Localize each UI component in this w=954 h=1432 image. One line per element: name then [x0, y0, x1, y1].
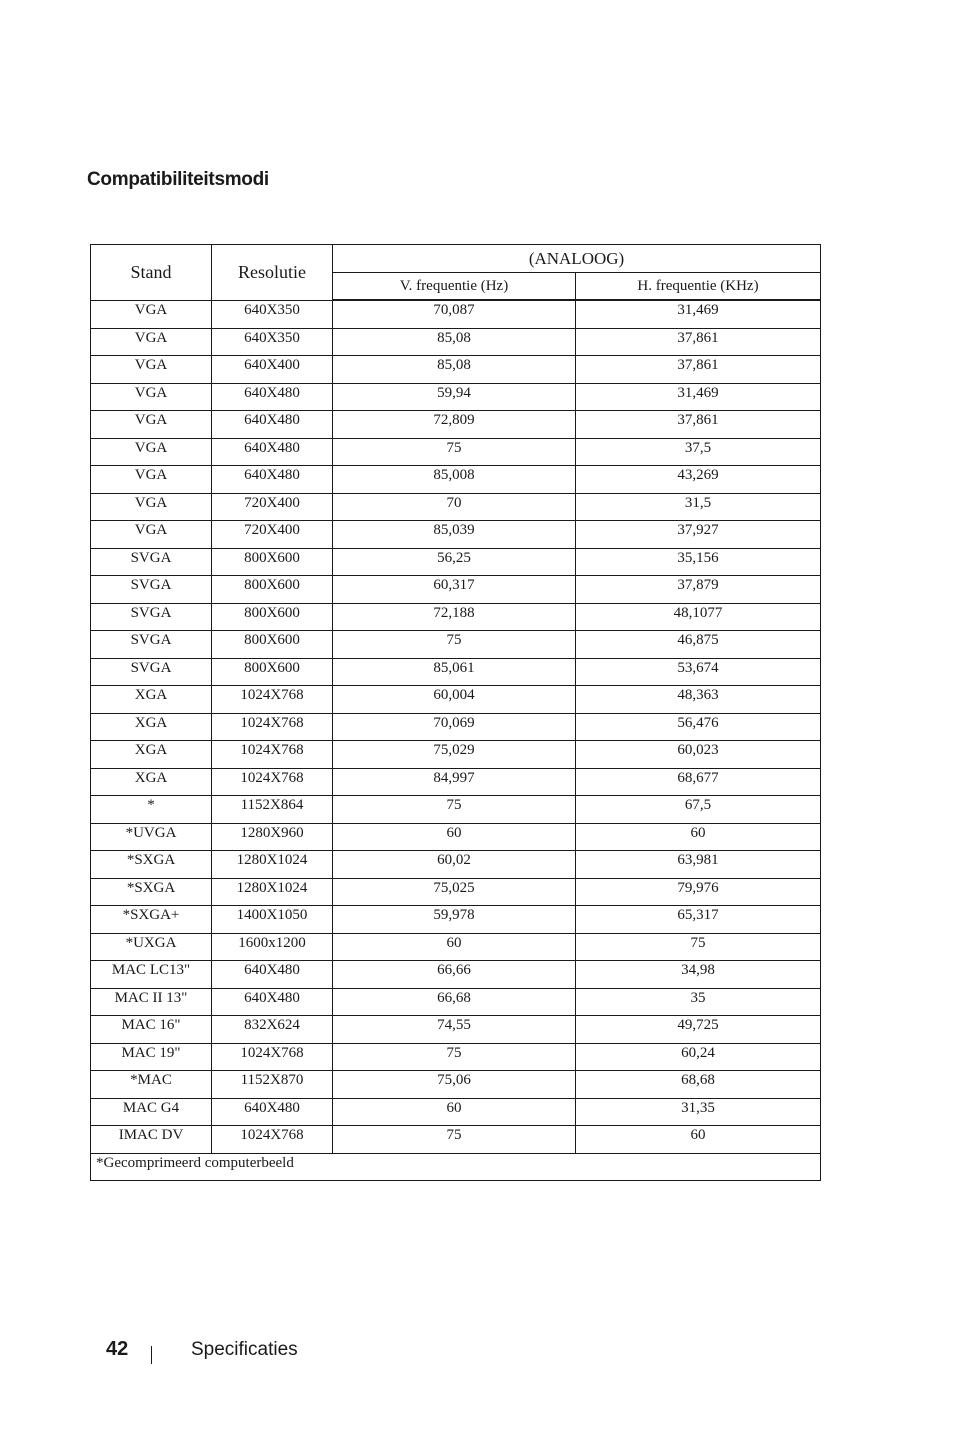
- table-row: [91, 878, 821, 906]
- compatibility-modes-table: [90, 244, 821, 1181]
- cell-h-frequency: 31,35: [576, 1098, 821, 1126]
- table-row: [91, 988, 821, 1016]
- table-row: [91, 493, 821, 521]
- header-resolution: Resolutie: [212, 245, 333, 301]
- cell-stand: VGA: [91, 300, 212, 328]
- cell-v-frequency: 75,025: [333, 878, 576, 906]
- cell-v-frequency: 75: [333, 438, 576, 466]
- cell-v-frequency: 74,55: [333, 1016, 576, 1044]
- cell-stand: VGA: [91, 521, 212, 549]
- cell-stand: IMAC DV: [91, 1126, 212, 1154]
- cell-stand: *: [91, 796, 212, 824]
- cell-stand: MAC 19": [91, 1043, 212, 1071]
- cell-stand: *SXGA: [91, 878, 212, 906]
- cell-h-frequency: 65,317: [576, 906, 821, 934]
- table-row: [91, 741, 821, 769]
- table-row: [91, 851, 821, 879]
- table-row: [91, 411, 821, 439]
- cell-resolution: 1024X768: [212, 1126, 333, 1154]
- cell-h-frequency: 63,981: [576, 851, 821, 879]
- cell-h-frequency: 75: [576, 933, 821, 961]
- header-analog-group: (ANALOOG): [333, 245, 821, 273]
- cell-v-frequency: 70,087: [333, 300, 576, 328]
- cell-stand: SVGA: [91, 576, 212, 604]
- table-row: [91, 466, 821, 494]
- cell-h-frequency: 46,875: [576, 631, 821, 659]
- table-row: [91, 1098, 821, 1126]
- table-row: [91, 521, 821, 549]
- cell-stand: MAC 16": [91, 1016, 212, 1044]
- table-row: [91, 300, 821, 328]
- cell-v-frequency: 66,66: [333, 961, 576, 989]
- table-row: [91, 768, 821, 796]
- table-row: [91, 1016, 821, 1044]
- cell-resolution: 1024X768: [212, 713, 333, 741]
- cell-v-frequency: 56,25: [333, 548, 576, 576]
- cell-h-frequency: 68,68: [576, 1071, 821, 1099]
- header-v-frequency: V. frequentie (Hz): [333, 273, 576, 301]
- cell-resolution: 640X480: [212, 961, 333, 989]
- page-number: 42: [106, 1338, 129, 1360]
- cell-v-frequency: 75: [333, 1043, 576, 1071]
- cell-resolution: 1280X1024: [212, 851, 333, 879]
- cell-stand: *SXGA+: [91, 906, 212, 934]
- cell-h-frequency: 31,469: [576, 300, 821, 328]
- cell-resolution: 640X480: [212, 438, 333, 466]
- cell-h-frequency: 43,269: [576, 466, 821, 494]
- cell-stand: SVGA: [91, 658, 212, 686]
- cell-v-frequency: 85,008: [333, 466, 576, 494]
- cell-resolution: 800X600: [212, 548, 333, 576]
- cell-h-frequency: 37,861: [576, 356, 821, 384]
- cell-stand: MAC LC13": [91, 961, 212, 989]
- cell-resolution: 832X624: [212, 1016, 333, 1044]
- cell-resolution: 640X480: [212, 383, 333, 411]
- cell-v-frequency: 84,997: [333, 768, 576, 796]
- table-row: [91, 383, 821, 411]
- cell-stand: MAC G4: [91, 1098, 212, 1126]
- cell-v-frequency: 60: [333, 1098, 576, 1126]
- cell-stand: XGA: [91, 768, 212, 796]
- cell-resolution: 640X480: [212, 411, 333, 439]
- cell-stand: SVGA: [91, 631, 212, 659]
- cell-stand: MAC II 13": [91, 988, 212, 1016]
- cell-stand: SVGA: [91, 548, 212, 576]
- cell-v-frequency: 70: [333, 493, 576, 521]
- page-footer: [0, 1332, 954, 1372]
- cell-v-frequency: 75: [333, 796, 576, 824]
- cell-h-frequency: 37,861: [576, 328, 821, 356]
- cell-h-frequency: 31,469: [576, 383, 821, 411]
- cell-h-frequency: 48,1077: [576, 603, 821, 631]
- cell-h-frequency: 35: [576, 988, 821, 1016]
- cell-h-frequency: 60: [576, 1126, 821, 1154]
- cell-resolution: 640X480: [212, 988, 333, 1016]
- cell-stand: VGA: [91, 328, 212, 356]
- footer-section-name: Specificaties: [191, 1339, 298, 1360]
- cell-stand: XGA: [91, 713, 212, 741]
- cell-v-frequency: 60: [333, 823, 576, 851]
- cell-resolution: 1600x1200: [212, 933, 333, 961]
- cell-resolution: 800X600: [212, 658, 333, 686]
- cell-v-frequency: 75,06: [333, 1071, 576, 1099]
- cell-v-frequency: 72,188: [333, 603, 576, 631]
- table-row: [91, 631, 821, 659]
- table-body: [91, 300, 821, 1153]
- cell-stand: *SXGA: [91, 851, 212, 879]
- cell-stand: *MAC: [91, 1071, 212, 1099]
- cell-h-frequency: 37,5: [576, 438, 821, 466]
- cell-h-frequency: 53,674: [576, 658, 821, 686]
- table-row: [91, 906, 821, 934]
- cell-v-frequency: 75,029: [333, 741, 576, 769]
- cell-resolution: 1400X1050: [212, 906, 333, 934]
- cell-stand: XGA: [91, 741, 212, 769]
- cell-h-frequency: 35,156: [576, 548, 821, 576]
- cell-v-frequency: 59,94: [333, 383, 576, 411]
- cell-resolution: 1152X870: [212, 1071, 333, 1099]
- cell-stand: VGA: [91, 383, 212, 411]
- table-row: [91, 658, 821, 686]
- cell-resolution: 640X480: [212, 466, 333, 494]
- cell-v-frequency: 60,02: [333, 851, 576, 879]
- footer-divider: [151, 1346, 152, 1364]
- table-row: [91, 713, 821, 741]
- cell-v-frequency: 66,68: [333, 988, 576, 1016]
- cell-stand: SVGA: [91, 603, 212, 631]
- table-row: [91, 576, 821, 604]
- table-row: [91, 603, 821, 631]
- cell-v-frequency: 60,317: [333, 576, 576, 604]
- cell-v-frequency: 85,08: [333, 356, 576, 384]
- cell-v-frequency: 70,069: [333, 713, 576, 741]
- cell-v-frequency: 72,809: [333, 411, 576, 439]
- table-row: [91, 961, 821, 989]
- cell-resolution: 1280X1024: [212, 878, 333, 906]
- cell-h-frequency: 48,363: [576, 686, 821, 714]
- header-h-frequency: H. frequentie (KHz): [576, 273, 821, 301]
- cell-v-frequency: 85,08: [333, 328, 576, 356]
- cell-h-frequency: 34,98: [576, 961, 821, 989]
- cell-h-frequency: 49,725: [576, 1016, 821, 1044]
- cell-h-frequency: 37,879: [576, 576, 821, 604]
- cell-resolution: 1024X768: [212, 768, 333, 796]
- table-row: [91, 933, 821, 961]
- cell-stand: VGA: [91, 493, 212, 521]
- cell-v-frequency: 60,004: [333, 686, 576, 714]
- cell-resolution: 720X400: [212, 521, 333, 549]
- cell-v-frequency: 85,061: [333, 658, 576, 686]
- cell-resolution: 1024X768: [212, 741, 333, 769]
- table-row: [91, 796, 821, 824]
- cell-stand: VGA: [91, 356, 212, 384]
- cell-resolution: 1152X864: [212, 796, 333, 824]
- cell-resolution: 640X400: [212, 356, 333, 384]
- table-row: [91, 548, 821, 576]
- cell-resolution: 1280X960: [212, 823, 333, 851]
- cell-h-frequency: 37,927: [576, 521, 821, 549]
- cell-h-frequency: 60,24: [576, 1043, 821, 1071]
- cell-v-frequency: 75: [333, 631, 576, 659]
- cell-resolution: 640X350: [212, 328, 333, 356]
- cell-stand: VGA: [91, 438, 212, 466]
- cell-resolution: 800X600: [212, 603, 333, 631]
- cell-stand: VGA: [91, 466, 212, 494]
- header-stand: Stand: [91, 245, 212, 301]
- cell-resolution: 1024X768: [212, 686, 333, 714]
- table-row: [91, 1126, 821, 1154]
- cell-resolution: 1024X768: [212, 1043, 333, 1071]
- cell-h-frequency: 56,476: [576, 713, 821, 741]
- table-row: [91, 823, 821, 851]
- cell-h-frequency: 68,677: [576, 768, 821, 796]
- cell-resolution: 640X350: [212, 300, 333, 328]
- cell-h-frequency: 60: [576, 823, 821, 851]
- cell-resolution: 640X480: [212, 1098, 333, 1126]
- cell-h-frequency: 37,861: [576, 411, 821, 439]
- cell-h-frequency: 67,5: [576, 796, 821, 824]
- cell-v-frequency: 60: [333, 933, 576, 961]
- table-row: [91, 438, 821, 466]
- cell-resolution: 800X600: [212, 631, 333, 659]
- cell-resolution: 720X400: [212, 493, 333, 521]
- cell-v-frequency: 59,978: [333, 906, 576, 934]
- table-row: [91, 356, 821, 384]
- cell-stand: VGA: [91, 411, 212, 439]
- table-row: [91, 1043, 821, 1071]
- cell-h-frequency: 79,976: [576, 878, 821, 906]
- cell-stand: XGA: [91, 686, 212, 714]
- cell-v-frequency: 85,039: [333, 521, 576, 549]
- table-row: [91, 328, 821, 356]
- cell-stand: *UXGA: [91, 933, 212, 961]
- cell-v-frequency: 75: [333, 1126, 576, 1154]
- table-row: [91, 686, 821, 714]
- table-footnote: *Gecomprimeerd computerbeeld: [91, 1153, 821, 1180]
- cell-h-frequency: 31,5: [576, 493, 821, 521]
- cell-h-frequency: 60,023: [576, 741, 821, 769]
- section-title: Compatibiliteitsmodi: [87, 169, 269, 190]
- table-row: [91, 1071, 821, 1099]
- cell-stand: *UVGA: [91, 823, 212, 851]
- cell-resolution: 800X600: [212, 576, 333, 604]
